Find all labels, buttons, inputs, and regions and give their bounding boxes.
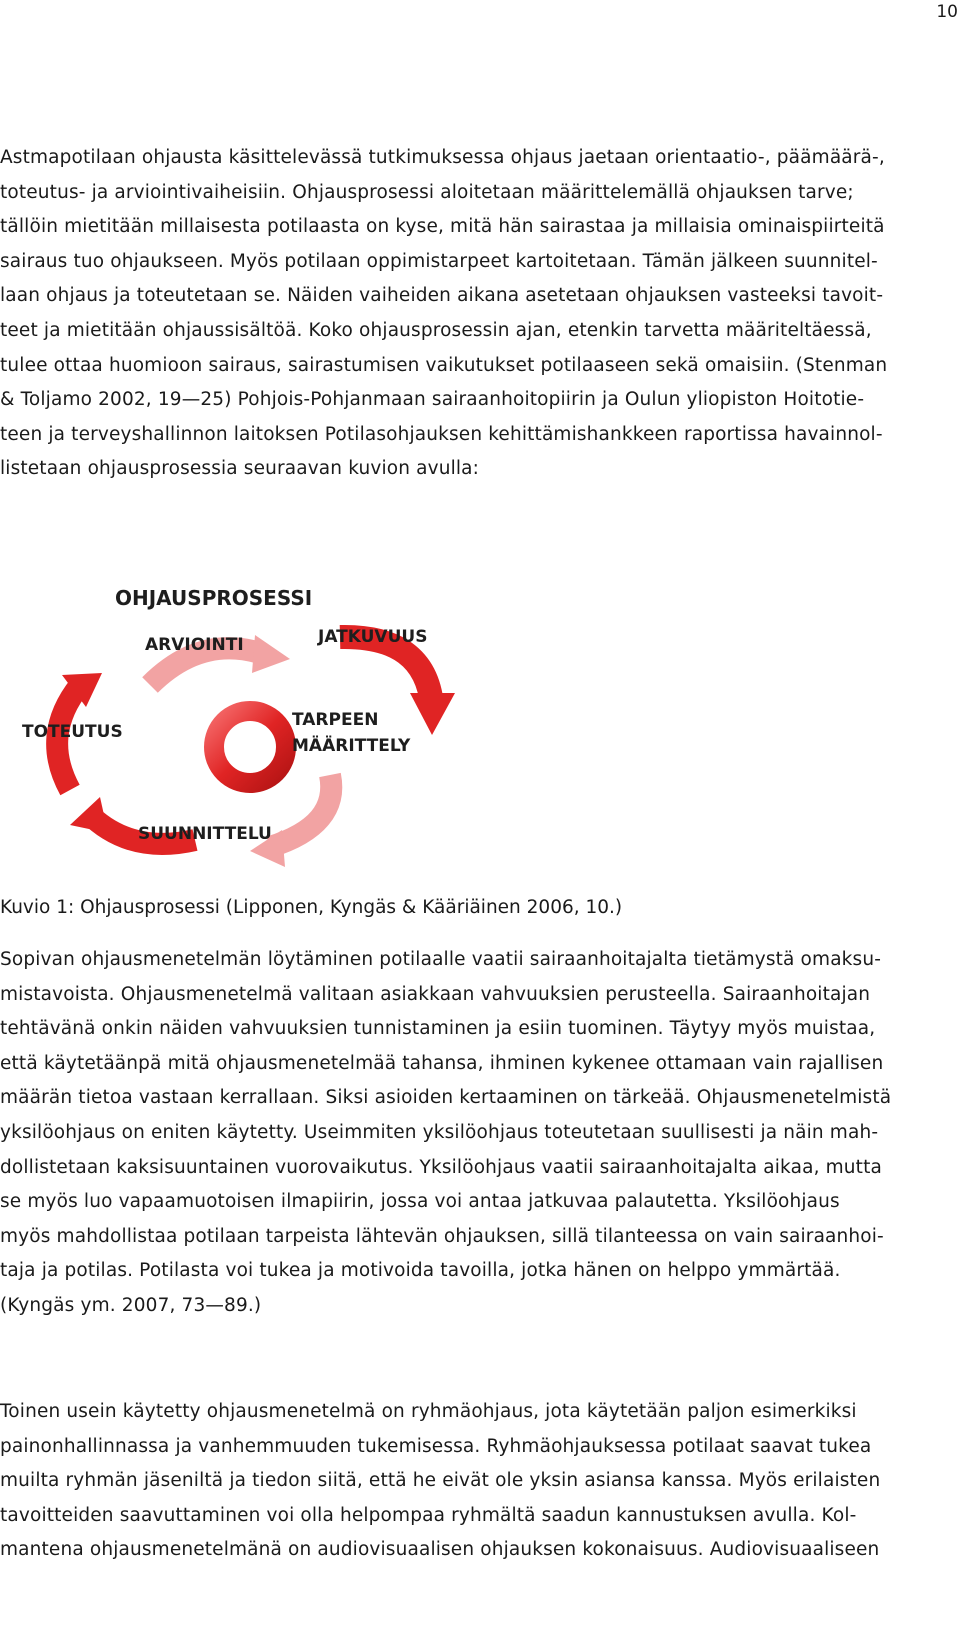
text-line: & Toljamo 2002, 19—25) Pohjois-Pohjanmaan sairaanhoitopiirin ja Oulun yliopiston Hoitotie- <box>0 389 865 411</box>
text-line: taja ja potilas. Potilasta voi tukea ja motivoida tavoilla, jotka hänen on helppo ymmärtää. <box>0 1260 841 1282</box>
text-line: sairaus tuo ohjaukseen. Myös potilaan oppimistarpeet kartoitetaan. Tämän jälkeen suunnitel- <box>0 250 878 272</box>
text-line: tehtävänä onkin näiden vahvuuksien tunnistaminen ja esiin tuominen. Täytyy myös muistaa, <box>0 1018 876 1040</box>
text-line: muilta ryhmän jäseniltä ja tiedon siitä, että he eivät ole yksin asiansa kanssa. Myös erilaisten <box>0 1470 881 1492</box>
text-line: että käytetäänpä mitä ohjausmenetelmää tahansa, ihminen kykenee ottamaan vain rajallisen <box>0 1052 884 1074</box>
text-line: teet ja mietitään ohjaussisältöä. Koko ohjausprosessin ajan, etenkin tarvetta määriteltäessä, <box>0 319 872 341</box>
text-line: yksilöohjaus on eniten käytetty. Useimmiten yksilöohjaus toteutetaan suullisesti ja näin mah- <box>0 1121 879 1143</box>
text-line: Sopivan ohjausmenetelmän löytäminen potilaalle vaatii sairaanhoitajalta tietämystä omaksu- <box>0 949 882 970</box>
arviointi-arrowhead-icon <box>252 635 290 673</box>
text-line: painonhallinnassa ja vanhemmuuden tukemisessa. Ryhmäohjauksessa potilaat saavat tukea <box>0 1435 872 1457</box>
paragraph-3 <box>0 1395 960 1568</box>
text-line: mantena ohjausmenetelmänä on audiovisuaalisen ohjauksen kokonaisuus. Audiovisuaaliseen <box>0 1539 880 1561</box>
paragraph-2 <box>0 943 960 1324</box>
text-line: mistavoista. Ohjausmenetelmä valitaan asiakkaan vahvuuksien perusteella. Sairaanhoitajan <box>0 983 871 1005</box>
jatkuvuus-arrowhead-icon <box>410 693 455 735</box>
text-line: tulee ottaa huomioon sairaus, sairastumisen vaikutukset potilaaseen sekä omaisiin. (Stenman <box>0 354 888 376</box>
process-figure <box>0 575 480 885</box>
text-line: Astmapotilaan ohjausta käsittelevässä tutkimuksessa ohjaus jaetaan orientaatio-, päämäärä-, <box>0 147 885 168</box>
text-line: dollistetaan kaksisuuntainen vuorovaikutus. Yksilöohjaus vaatii sairaanhoitajalta aikaa, mutta <box>0 1156 882 1178</box>
text-line: tavoitteiden saavuttaminen voi olla helpompaa ryhmältä saadun kannustuksen avulla. Kol- <box>0 1504 857 1526</box>
text-line: teen ja terveyshallinnon laitoksen Potilasohjauksen kehittämishankkeen raportissa havainnol- <box>0 423 883 445</box>
text-line: se myös luo vapaamuotoisen ilmapiirin, jossa voi antaa jatkuvaa palautetta. Yksilöohjaus <box>0 1191 840 1213</box>
paragraph-1 <box>0 141 960 487</box>
text-line: myös mahdollistaa potilaan tarpeista lähtevän ohjauksen, sillä tilanteessa on vain sairaanhoi- <box>0 1225 884 1247</box>
process-diagram <box>0 575 480 885</box>
text-line: laan ohjaus ja toteutetaan se. Näiden vaiheiden aikana asetetaan ohjauksen vasteeksi tavoit- <box>0 285 884 307</box>
label-jatkuvuus: JATKUVUUS <box>318 627 428 647</box>
page-number: 10 <box>936 2 958 22</box>
ring-hole <box>234 731 266 763</box>
label-suunnittelu: SUUNNITTELU <box>138 824 272 844</box>
text-line: Toinen usein käytetty ohjausmenetelmä on ryhmäohjaus, jota käytetään paljon esimerkiksi <box>0 1401 857 1422</box>
label-arviointi: ARVIOINTI <box>145 635 244 655</box>
text-line: toteutus- ja arviointivaiheisiin. Ohjausprosessi aloitetaan määrittelemällä ohjauksen tarve; <box>0 181 854 203</box>
text-line: (Kyngäs ym. 2007, 73—89.) <box>0 1294 262 1316</box>
label-tarpeen: TARPEEN <box>292 710 379 730</box>
text-line: määrän tietoa vastaan kerrallaan. Siksi asioiden kertaaminen on tärkeää. Ohjausmenetelmistä <box>0 1087 892 1109</box>
figure-title: OHJAUSPROSESSI <box>115 586 313 610</box>
text-line: listetaan ohjausprosessia seuraavan kuvion avulla: <box>0 458 480 480</box>
figure-caption: Kuvio 1: Ohjausprosessi (Lipponen, Kyngäs & Kääriäinen 2006, 10.) <box>0 897 623 918</box>
suunnittelu-arrowhead-icon <box>70 797 108 833</box>
label-maarittely: MÄÄRITTELY <box>292 736 411 756</box>
label-toteutus: TOTEUTUS <box>22 722 123 742</box>
text-line: tällöin mietitään millaisesta potilaasta on kyse, mitä hän sairastaa ja millaisia ominaispiirteitä <box>0 216 885 238</box>
